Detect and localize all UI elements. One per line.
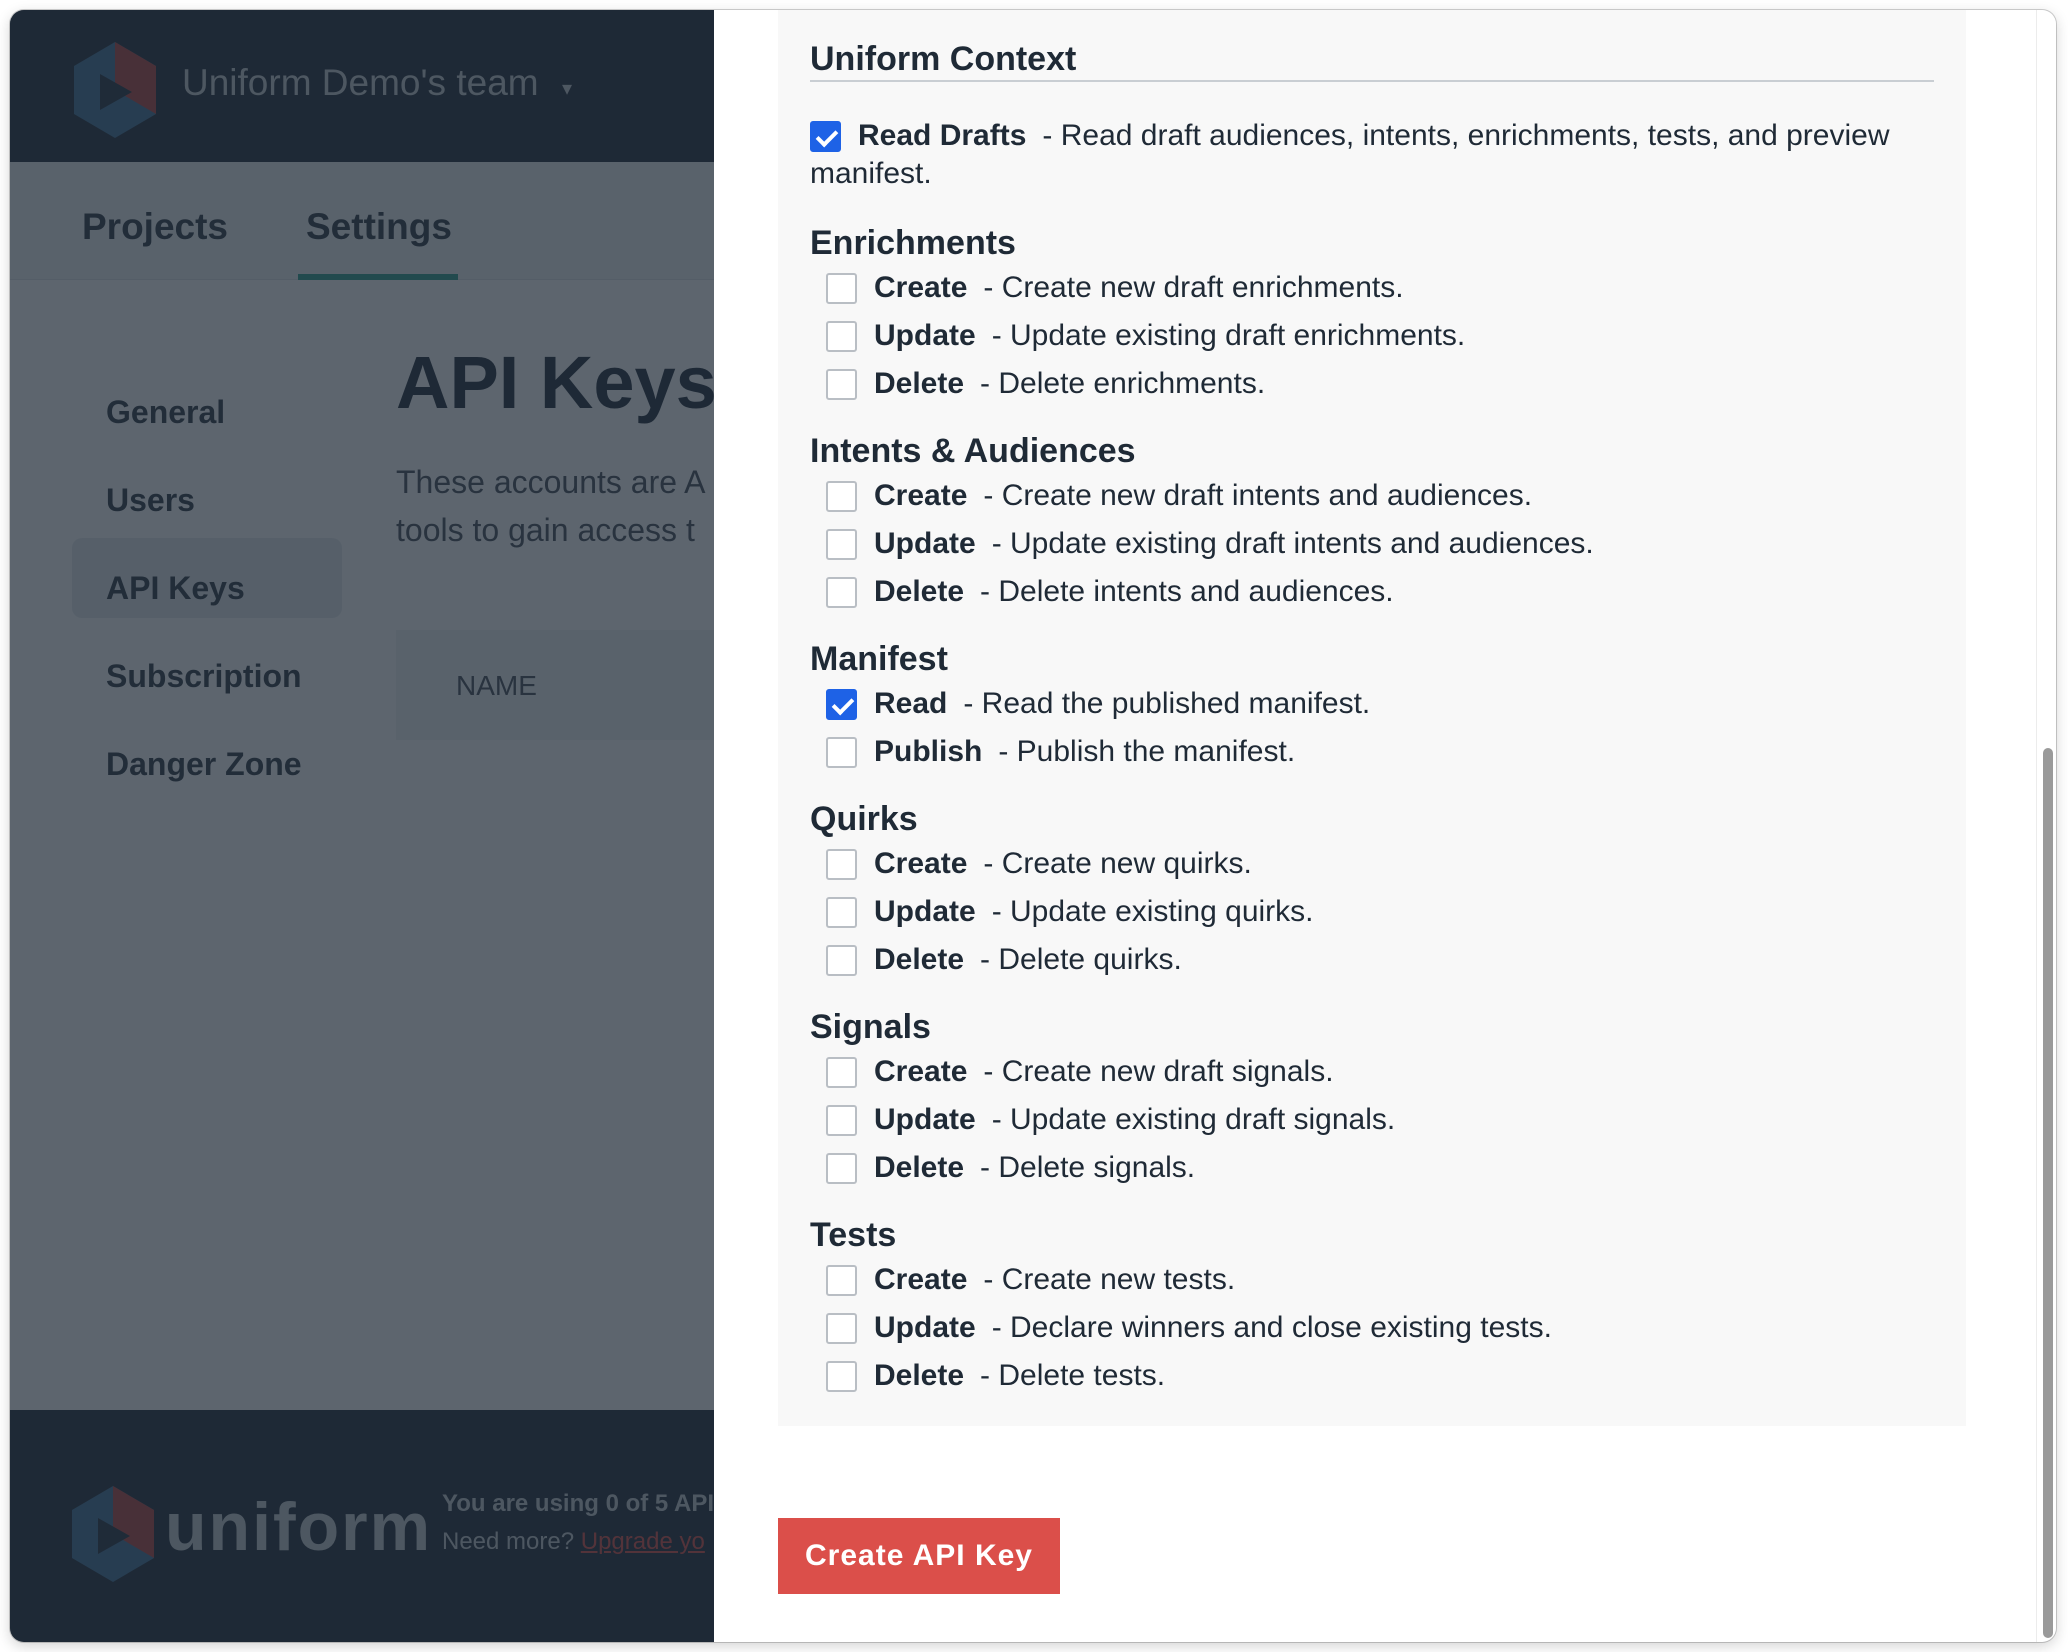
permission-description: - Delete intents and audiences. <box>980 575 1394 608</box>
permission-description: - Read the published manifest. <box>963 687 1371 720</box>
permission-intents-update[interactable] <box>826 524 1594 564</box>
permission-name: Update <box>874 527 976 560</box>
checkbox[interactable] <box>826 577 857 608</box>
section-title-manifest: Manifest <box>810 640 948 678</box>
checkbox[interactable] <box>826 529 857 560</box>
permission-enrichments-delete[interactable] <box>826 364 1265 404</box>
checkbox[interactable] <box>826 945 857 976</box>
permission-quirks-update[interactable] <box>826 892 1314 932</box>
permission-name: Create <box>874 847 968 880</box>
permission-name: Read <box>874 687 948 720</box>
checkbox-read-drafts[interactable] <box>810 121 841 152</box>
permission-signals-delete[interactable] <box>826 1148 1195 1188</box>
checkbox[interactable] <box>826 737 857 768</box>
permission-description: - Delete enrichments. <box>980 367 1266 400</box>
permission-enrichments-update[interactable] <box>826 316 1465 356</box>
permission-quirks-create[interactable] <box>826 844 1252 884</box>
permission-description: - Create new draft signals. <box>983 1055 1334 1088</box>
checkbox[interactable] <box>826 481 857 512</box>
permission-description: - Update existing draft enrichments. <box>991 319 1466 352</box>
browser-window <box>10 10 2056 1642</box>
section-title-uniform-context: Uniform Context <box>810 40 1077 78</box>
permission-name: Delete <box>874 1359 965 1392</box>
checkbox[interactable] <box>826 1265 857 1296</box>
permission-name: Publish <box>874 735 983 768</box>
permission-tests-create[interactable] <box>826 1260 1235 1300</box>
permission-manifest-read[interactable] <box>826 684 1370 724</box>
permission-description: - Delete tests. <box>980 1359 1166 1392</box>
section-title-signals: Signals <box>810 1008 931 1046</box>
checkbox[interactable] <box>826 1057 857 1088</box>
permission-description: - Delete quirks. <box>980 943 1182 976</box>
permission-manifest-publish[interactable] <box>826 732 1295 772</box>
permission-description: - Update existing draft signals. <box>991 1103 1396 1136</box>
permission-description: - Update existing quirks. <box>991 895 1314 928</box>
permission-name: Create <box>874 271 968 304</box>
checkbox-checked[interactable] <box>826 689 857 720</box>
permission-name: Read Drafts <box>858 119 1027 152</box>
permission-name: Create <box>874 1263 968 1296</box>
permission-name: Delete <box>874 367 965 400</box>
scrollbar-thumb[interactable] <box>2043 748 2053 1638</box>
permission-description: - Create new draft intents and audiences. <box>983 479 1533 512</box>
permission-intents-delete[interactable] <box>826 572 1394 612</box>
checkbox[interactable] <box>826 1153 857 1184</box>
permission-name: Create <box>874 1055 968 1088</box>
permission-description: - Create new quirks. <box>983 847 1252 880</box>
checkbox[interactable] <box>826 321 857 352</box>
permission-name: Update <box>874 1103 976 1136</box>
checkbox[interactable] <box>826 273 857 304</box>
section-title-enrichments: Enrichments <box>810 224 1016 262</box>
modal-backdrop[interactable] <box>10 10 724 1642</box>
checkbox[interactable] <box>826 369 857 400</box>
permission-description: - Publish the manifest. <box>998 735 1296 768</box>
checkbox[interactable] <box>826 849 857 880</box>
permission-tests-delete[interactable] <box>826 1356 1165 1396</box>
permission-description: - Declare winners and close existing tests. <box>991 1311 1552 1344</box>
checkbox[interactable] <box>826 897 857 928</box>
permission-description: - Update existing draft intents and audiences. <box>991 527 1594 560</box>
permission-tests-update[interactable] <box>826 1308 1552 1348</box>
permission-name: Update <box>874 1311 976 1344</box>
section-title-quirks: Quirks <box>810 800 918 838</box>
permission-name: Create <box>874 479 968 512</box>
checkbox[interactable] <box>826 1361 857 1392</box>
permission-name: Delete <box>874 1151 965 1184</box>
permission-name: Delete <box>874 575 965 608</box>
section-title-intents-audiences: Intents & Audiences <box>810 432 1136 470</box>
permission-name: Update <box>874 319 976 352</box>
permission-signals-update[interactable] <box>826 1100 1395 1140</box>
permission-description: - Create new tests. <box>983 1263 1236 1296</box>
permission-name: Delete <box>874 943 965 976</box>
permission-quirks-delete[interactable] <box>826 940 1182 980</box>
checkbox[interactable] <box>826 1313 857 1344</box>
permission-description-continued: manifest. <box>810 157 932 190</box>
permission-description: - Create new draft enrichments. <box>983 271 1404 304</box>
permission-intents-create[interactable] <box>826 476 1532 516</box>
divider <box>810 80 1934 82</box>
section-title-tests: Tests <box>810 1216 897 1254</box>
permission-signals-create[interactable] <box>826 1052 1334 1092</box>
checkbox[interactable] <box>826 1105 857 1136</box>
permission-read-drafts[interactable] <box>810 116 1890 156</box>
create-api-key-button[interactable]: Create API Key <box>778 1518 1060 1594</box>
create-api-key-drawer <box>714 10 2056 1642</box>
permission-description: - Read draft audiences, intents, enrichments, tests, and preview <box>1042 119 1890 152</box>
permission-description: - Delete signals. <box>980 1151 1196 1184</box>
permission-name: Update <box>874 895 976 928</box>
permission-enrichments-create[interactable] <box>826 268 1404 308</box>
